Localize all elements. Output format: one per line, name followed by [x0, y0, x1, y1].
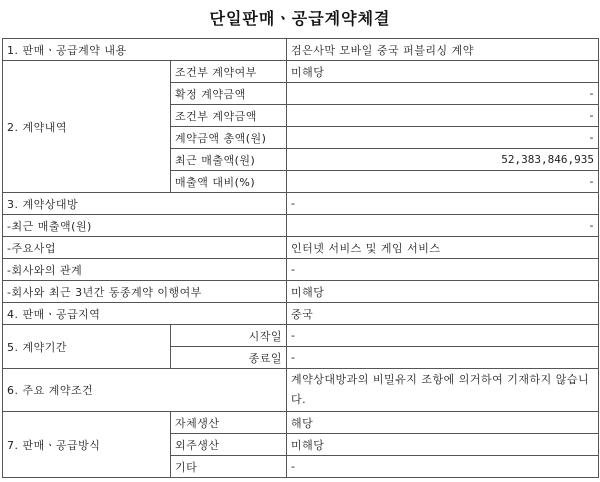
row-value-recent-sales: -: [287, 215, 599, 237]
row-label-contract-period: 5. 계약기간: [3, 325, 171, 369]
row-value-relationship: -: [287, 259, 599, 281]
sub-label: 종료일: [171, 347, 287, 369]
row-label-relationship: -회사와의 관계: [3, 259, 287, 281]
sub-value: -: [287, 325, 599, 347]
sub-value: 미해당: [287, 61, 599, 83]
sub-label: 매출액 대비(%): [171, 171, 287, 193]
sub-label: 외주생산: [171, 434, 287, 456]
row-label-supply-method: 7. 판매ㆍ공급방식: [3, 412, 171, 478]
sub-value: -: [287, 127, 599, 149]
sub-label: 조건부 계약금액: [171, 105, 287, 127]
sub-value: -: [287, 83, 599, 105]
sub-label: 조건부 계약여부: [171, 61, 287, 83]
page-title: 단일판매ㆍ공급계약체결: [209, 9, 391, 28]
sub-label: 자체생산: [171, 412, 287, 434]
table-row: [3, 237, 599, 259]
table-row: [3, 193, 599, 215]
sub-value: -: [287, 171, 599, 193]
row-value-similar-contract: 미해당: [287, 281, 599, 303]
row-label-region: 4. 판매ㆍ공급지역: [3, 303, 287, 325]
sub-value: 52,383,846,935: [287, 149, 599, 171]
row-label-main-terms: 6. 주요 계약조건: [3, 369, 287, 412]
row-label-counterparty: 3. 계약상대방: [3, 193, 287, 215]
sub-label: 기타: [171, 456, 287, 478]
row-value-main-business: 인터넷 서비스 및 게임 서비스: [287, 237, 599, 259]
row-label-main-business: -주요사업: [3, 237, 287, 259]
sub-label: 확정 계약금액: [171, 83, 287, 105]
sub-value: 미해당: [287, 434, 599, 456]
row-label-contract-details: 2. 계약내역: [3, 61, 171, 193]
row-label-similar-contract: -회사와 최근 3년간 동종계약 이행여부: [3, 281, 287, 303]
table-row: [3, 325, 599, 347]
table-row: [3, 412, 599, 434]
table-row: [3, 303, 599, 325]
table-row: [3, 281, 599, 303]
sub-value: -: [287, 347, 599, 369]
sub-value: 해당: [287, 412, 599, 434]
row-value-region: 중국: [287, 303, 599, 325]
table-row: [3, 39, 599, 61]
table-row: [3, 61, 599, 83]
row-label-recent-sales: -최근 매출액(원): [3, 215, 287, 237]
sub-label: 시작일: [171, 325, 287, 347]
sub-value: -: [287, 105, 599, 127]
row-label-contract-content: 1. 판매ㆍ공급계약 내용: [3, 39, 287, 61]
contract-disclosure-table: [2, 38, 599, 478]
table-row: [3, 369, 599, 412]
sub-label: 최근 매출액(원): [171, 149, 287, 171]
row-value-main-terms: 계약상대방과의 비밀유지 조항에 의거하여 기재하지 않습니다.: [287, 369, 599, 412]
table-row: [3, 215, 599, 237]
row-value-contract-content: 검은사막 모바일 중국 퍼블리싱 계약: [287, 39, 599, 61]
sub-label: 계약금액 총액(원): [171, 127, 287, 149]
row-value-counterparty: -: [287, 193, 599, 215]
table-row: [3, 259, 599, 281]
sub-value: -: [287, 456, 599, 478]
